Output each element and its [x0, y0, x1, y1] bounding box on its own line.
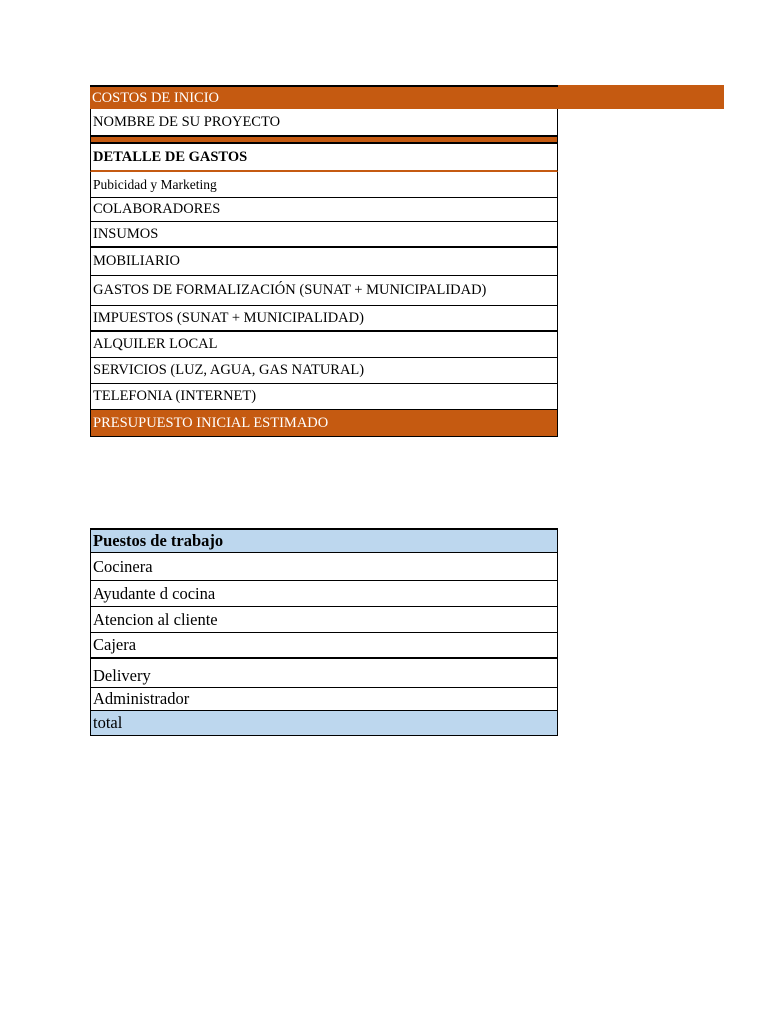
puesto-row-administrador[interactable]	[90, 688, 558, 711]
expense-label: IMPUESTOS (SUNAT + MUNICIPALIDAD)	[93, 309, 364, 326]
puestos-total-cell[interactable]	[90, 711, 558, 736]
project-name-cell[interactable]	[90, 109, 558, 137]
detail-header-label: DETALLE DE GASTOS	[93, 148, 248, 165]
expense-label: COLABORADORES	[93, 201, 221, 217]
puesto-label: Atencion al cliente	[93, 609, 218, 629]
costos-header-cell[interactable]	[90, 85, 558, 109]
puesto-label: Cocinera	[93, 556, 153, 576]
expense-label: Pubicidad y Marketing	[93, 176, 217, 192]
expense-label: SERVICIOS (LUZ, AGUA, GAS NATURAL)	[93, 362, 365, 378]
expense-label: GASTOS DE FORMALIZACIÓN (SUNAT + MUNICIPALIDAD)	[93, 282, 487, 298]
puesto-label: Ayudante d cocina	[93, 583, 216, 603]
puestos-header-label: Puestos de trabajo	[93, 531, 224, 550]
expense-row-insumos[interactable]	[90, 222, 558, 248]
expense-label: TELEFONIA (INTERNET)	[93, 388, 257, 404]
expense-row-servicios[interactable]	[90, 358, 558, 384]
costos-header-fill-extension	[558, 85, 724, 109]
puesto-row-ayudante[interactable]	[90, 581, 558, 607]
orange-separator-band	[90, 137, 558, 144]
expense-row-publicidad[interactable]	[90, 172, 558, 198]
puesto-label: Cajera	[93, 635, 137, 654]
puestos-header-cell[interactable]	[90, 528, 558, 553]
detail-header-cell[interactable]	[90, 144, 558, 172]
expense-row-telefonia[interactable]	[90, 384, 558, 410]
project-name-label: NOMBRE DE SU PROYECTO	[93, 113, 281, 130]
puesto-label: Delivery	[93, 666, 151, 685]
presupuesto-total-cell[interactable]	[90, 410, 558, 437]
expense-row-formalizacion[interactable]	[90, 276, 558, 306]
puesto-label: Administrador	[93, 689, 190, 708]
puesto-row-delivery[interactable]	[90, 659, 558, 688]
puesto-row-cocinera[interactable]	[90, 553, 558, 581]
puestos-total-label: total	[93, 713, 123, 732]
costos-header-label: COSTOS DE INICIO	[92, 89, 220, 106]
expense-label: MOBILIARIO	[93, 253, 180, 269]
expense-row-mobiliario[interactable]	[90, 248, 558, 276]
puesto-row-cajera[interactable]	[90, 633, 558, 659]
expense-row-colaboradores[interactable]	[90, 198, 558, 222]
expense-row-impuestos[interactable]	[90, 306, 558, 332]
expense-label: INSUMOS	[93, 225, 159, 242]
expense-label: ALQUILER LOCAL	[93, 336, 218, 352]
presupuesto-total-label: PRESUPUESTO INICIAL ESTIMADO	[93, 414, 329, 431]
expense-row-alquiler[interactable]	[90, 332, 558, 358]
puesto-row-atencion[interactable]	[90, 607, 558, 633]
